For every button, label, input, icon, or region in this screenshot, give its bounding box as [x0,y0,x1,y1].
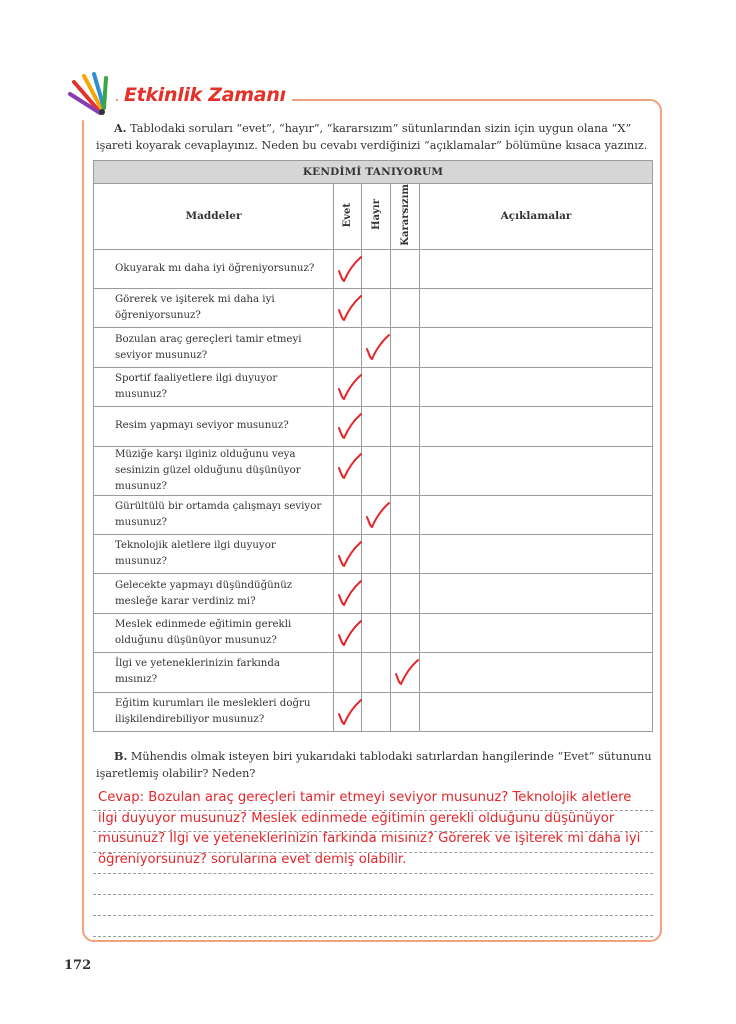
checkmark-icon [337,293,363,323]
answer-cell-undecided[interactable] [391,535,420,574]
answer-cell-no[interactable] [362,692,391,731]
answer-cell-undecided[interactable] [391,574,420,613]
notes-cell[interactable] [420,535,653,574]
checkmark-icon [337,578,363,608]
handwritten-answer: Cevap: Bozulan araç gereçleri tamir etmeyi seviyor musunuz? Teknolojik aletlere ilgi duyuyor musunuz? Meslek edinmede eğitimin gerekli olduğunu düşünüyor musunuz? İlgi ve yeteneklerinizin farkında mısınız? Görerek ve işiterek mi daha iyi öğreniyorsunuz? sorularına evet demiş olabilir. [98,790,641,867]
activity-title: Etkinlik Zamanı [118,84,292,106]
answer-cell-undecided[interactable] [391,653,420,692]
section-b-letter: B. [114,749,128,763]
table-row [94,535,653,574]
self-assessment-table [93,160,653,732]
table-row [94,367,653,406]
answer-cell-no[interactable] [362,367,391,406]
row-question: Sportif faaliyetlere ilgi duyuyor musunuz? [94,367,334,406]
notes-cell[interactable] [420,495,653,534]
checkmark-icon [337,697,363,727]
checkmark-icon [337,372,363,402]
answer-cell-undecided[interactable] [391,289,420,328]
checkmark-icon [337,539,363,569]
checkmark-icon [337,618,363,648]
row-question: Okuyarak mı daha iyi öğreniyorsunuz? [94,249,334,288]
notes-cell[interactable] [420,289,653,328]
answer-cell-no[interactable] [362,407,391,446]
answer-cell-no[interactable] [362,249,391,288]
answer-cell-undecided[interactable] [391,328,420,367]
col-header-notes: Açıklamalar [420,184,653,250]
table-row [94,613,653,652]
row-question: Görerek ve işiterek mi daha iyi öğreniyorsunuz? [94,289,334,328]
section-a-letter: A. [114,121,127,135]
answer-cell-yes[interactable] [334,574,362,613]
answer-cell-yes[interactable] [334,692,362,731]
answer-cell-no[interactable] [362,535,391,574]
answer-cell-no[interactable] [362,289,391,328]
pencils-logo-icon [62,68,118,124]
notes-cell[interactable] [420,692,653,731]
answer-cell-yes[interactable] [334,249,362,288]
checkmark-icon [337,451,363,481]
row-question: Meslek edinmede eğitimin gerekli olduğunu düşünüyor musunuz? [94,613,334,652]
row-question: Gelecekte yapmayı düşündüğünüz mesleğe karar verdiniz mi? [94,574,334,613]
table-row [94,653,653,692]
answer-cell-no[interactable] [362,328,391,367]
row-question: İlgi ve yeteneklerinizin farkında mısınız? [94,653,334,692]
answer-line [93,894,653,895]
row-question: Bozulan araç gereçleri tamir etmeyi seviyor musunuz? [94,328,334,367]
col-header-items: Maddeler [94,184,334,250]
table-row [94,574,653,613]
notes-cell[interactable] [420,367,653,406]
answer-cell-yes[interactable] [334,446,362,495]
notes-cell[interactable] [420,249,653,288]
answer-cell-undecided[interactable] [391,613,420,652]
notes-cell[interactable] [420,407,653,446]
checkmark-icon [365,332,391,362]
table-row [94,692,653,731]
answer-cell-yes[interactable] [334,613,362,652]
answer-cell-no[interactable] [362,495,391,534]
notes-cell[interactable] [420,446,653,495]
section-a-text: Tablodaki soruları “evet”, “hayır”, “kararsızım” sütunlarından sizin için uygun olana “X” işareti koyarak cevaplayınız. Neden bu cevabı verdiğinizi “açıklamalar” bölümüne kısaca yazınız. [96,122,648,152]
answer-line [93,936,653,937]
row-question: Eğitim kurumları ile meslekleri doğru ilişkilendirebiliyor musunuz? [94,692,334,731]
table-row [94,495,653,534]
checkmark-icon [394,657,420,687]
row-question: Müziğe karşı ilginiz olduğunu veya sesinizin güzel olduğunu düşünüyor musunuz? [94,446,334,495]
answer-cell-undecided[interactable] [391,692,420,731]
checkmark-icon [337,254,363,284]
answer-cell-undecided[interactable] [391,249,420,288]
answer-cell-undecided[interactable] [391,446,420,495]
table-caption: KENDİMİ TANIYORUM [94,161,653,184]
answer-cell-yes[interactable] [334,328,362,367]
section-b-text: Mühendis olmak isteyen biri yukarıdaki tablodaki satırlardan hangilerinde “Evet” sütununu işaretlemiş olabilir? Neden? [96,750,652,780]
answer-cell-yes[interactable] [334,407,362,446]
table-row [94,289,653,328]
answer-cell-no[interactable] [362,613,391,652]
answer-line [93,873,653,874]
checkmark-icon [337,411,363,441]
table-row [94,328,653,367]
answer-line [93,915,653,916]
table-row [94,446,653,495]
answer-cell-yes[interactable] [334,367,362,406]
answer-cell-no[interactable] [362,574,391,613]
table-row [94,249,653,288]
notes-cell[interactable] [420,613,653,652]
answer-cell-undecided[interactable] [391,367,420,406]
row-question: Resim yapmayı seviyor musunuz? [94,407,334,446]
row-question: Gürültülü bir ortamda çalışmayı seviyor musunuz? [94,495,334,534]
answer-cell-yes[interactable] [334,653,362,692]
notes-cell[interactable] [420,574,653,613]
notes-cell[interactable] [420,328,653,367]
answer-cell-yes[interactable] [334,289,362,328]
section-a-instructions [96,120,656,154]
table-row [94,407,653,446]
notes-cell[interactable] [420,653,653,692]
answer-cell-yes[interactable] [334,495,362,534]
row-question: Teknolojik aletlere ilgi duyuyor musunuz? [94,535,334,574]
col-header-no: Hayır [370,199,382,231]
col-header-yes: Evet [342,202,353,228]
section-b-instructions [96,748,656,782]
checkmark-icon [365,500,391,530]
answer-cell-no[interactable] [362,653,391,692]
col-header-undecided: Kararsızım [399,184,411,246]
answer-cell-undecided[interactable] [391,495,420,534]
answer-cell-undecided[interactable] [391,407,420,446]
page-number: 172 [64,958,92,973]
answer-cell-yes[interactable] [334,535,362,574]
answer-cell-no[interactable] [362,446,391,495]
